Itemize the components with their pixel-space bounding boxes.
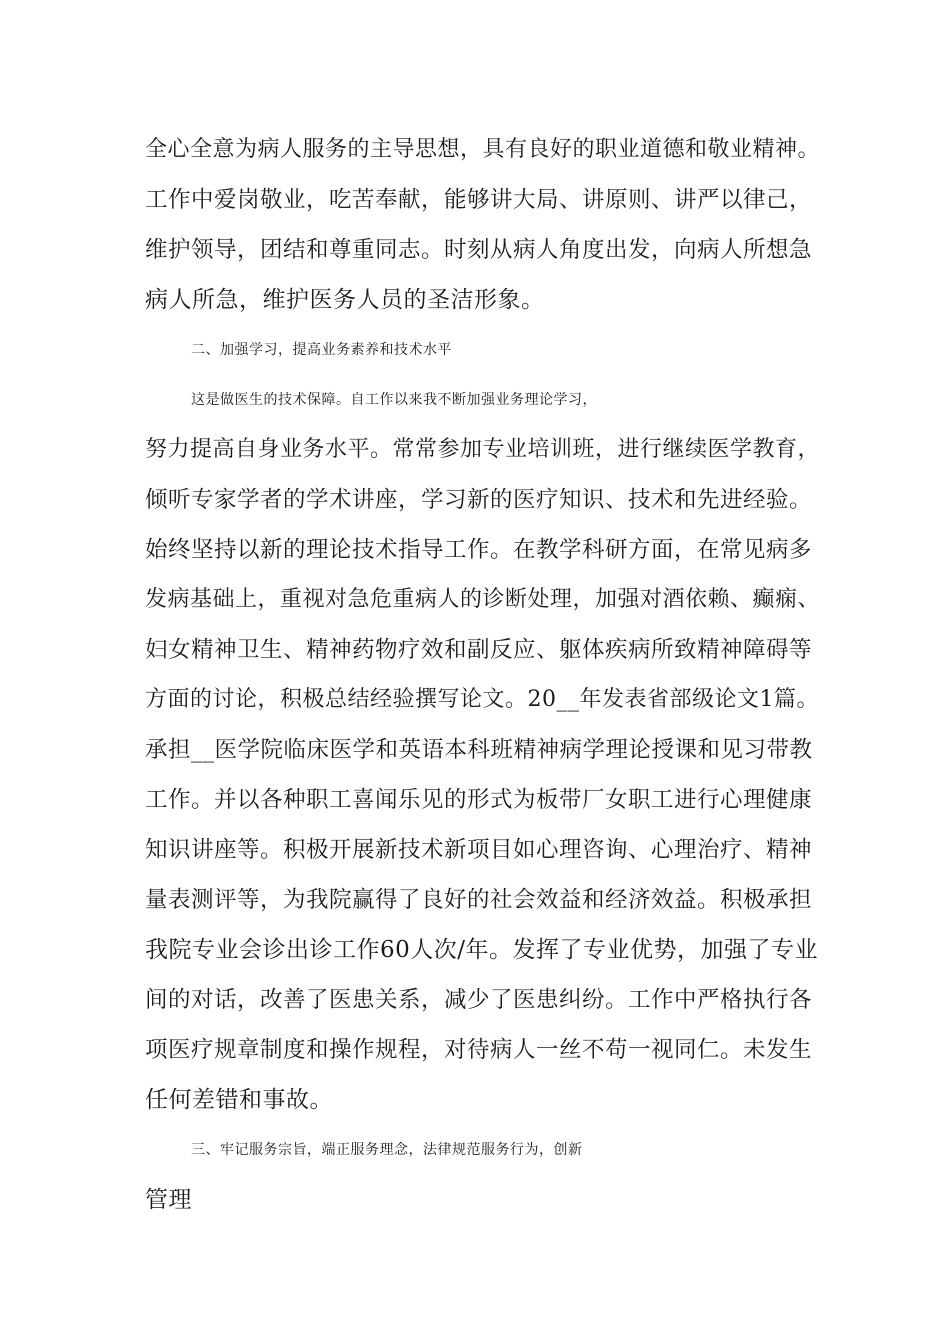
text-line: 倾听专家学者的学术讲座，学习新的医疗知识、技术和先进经验。: [145, 487, 813, 513]
text-line: 工作。并以各种职工喜闻乐见的形式为板带厂女职工进行心理健康: [145, 787, 813, 813]
text-line: 病人所急，维护医务人员的圣洁形象。: [145, 287, 545, 313]
section-heading: 二、加强学习，提高业务素养和技术水平: [191, 342, 452, 358]
text-line: 发病基础上，重视对急危重病人的诊断处理，加强对酒依赖、癫痫、: [145, 587, 821, 612]
text-line: 间的对话，改善了医患关系，减少了医患纠纷。工作中严格执行各: [145, 987, 813, 1013]
text-line: 知识讲座等。积极开展新技术新项目如心理咨询、心理治疗、精神: [145, 837, 813, 863]
text-line: 量表测评等，为我院赢得了良好的社会效益和经济效益。积极承担: [145, 887, 813, 913]
text-line: 我院专业会诊出诊工作60人次/年。发挥了专业优势，加强了专业: [145, 937, 819, 963]
text-line: 项医疗规章制度和操作规程，对待病人一丝不苟一视同仁。未发生: [145, 1037, 813, 1063]
text-line: 维护领导，团结和尊重同志。时刻从病人角度出发，向病人所想急: [145, 237, 813, 263]
text-line: 管理: [145, 1187, 192, 1213]
paragraph-first-line: 这是做医生的技术保障。自工作以来我不断加强业务理论学习，: [191, 392, 597, 408]
text-line: 工作中爱岗敬业，吃苦奉献，能够讲大局、讲原则、讲严以律己，: [145, 187, 813, 213]
text-line: 方面的讨论，积极总结经验撰写论文。20__年发表省部级论文1篇。: [145, 687, 819, 712]
text-line: 始终坚持以新的理论技术指导工作。在教学科研方面，在常见病多: [145, 537, 813, 563]
text-line: 承担__医学院临床医学和英语本科班精神病学理论授课和见习带教: [145, 737, 813, 763]
text-line: 任何差错和事故。: [145, 1087, 333, 1113]
text-line: 妇女精神卫生、精神药物疗效和副反应、躯体疾病所致精神障碍等: [145, 637, 813, 663]
text-line: 努力提高自身业务水平。常常参加专业培训班，进行继续医学教育，: [145, 437, 821, 462]
section-heading: 三、牢记服务宗旨，端正服务理念，法律规范服务行为，创新: [191, 1142, 583, 1158]
text-line: 全心全意为病人服务的主导思想，具有良好的职业道德和敬业精神。: [145, 137, 821, 162]
